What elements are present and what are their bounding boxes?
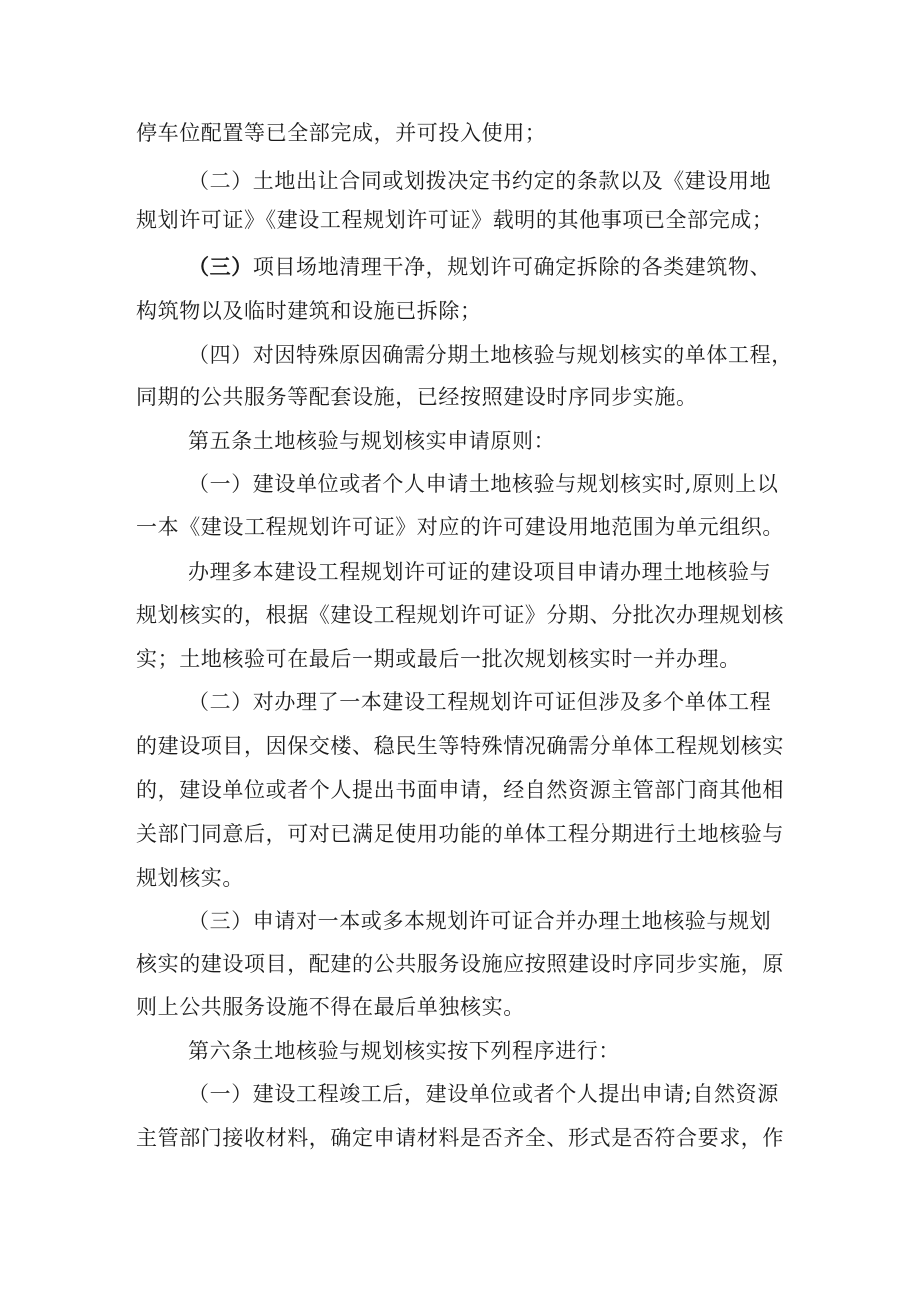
text-line: （一）建设工程竣工后，建设单位或者个人提出申请;自然资源 [188, 1082, 779, 1106]
text-line: 停车位配置等已全部完成，并可投入使用； [136, 121, 547, 145]
section-heading: 第五条土地核验与规划核实申请原则： [188, 429, 556, 453]
text-line-with-bold-marker [188, 252, 771, 282]
text-line: 的，建设单位或者个人提出书面申请，经自然资源主管部门商其他相 [136, 778, 784, 802]
text-line-rest: 项目场地清理干净，规划许可确定拆除的各类建筑物、 [252, 255, 772, 279]
text-line: 的建设项目，因保交楼、稳民生等特殊情况确需分单体工程规划核实 [136, 734, 784, 758]
text-line: 一本《建设工程规划许可证》对应的许可建设用地范围为单元组织。 [136, 515, 784, 539]
text-line: 核实的建设项目，配建的公共服务设施应按照建设时序同步实施，原 [136, 952, 784, 976]
text-line: 规划核实。 [136, 866, 244, 890]
text-line: （三）申请对一本或多本规划许可证合并办理土地核验与规划 [188, 909, 772, 933]
text-line: 则上公共服务设施不得在最后单独核实。 [136, 995, 525, 1019]
text-line: 主管部门接收材料，确定申请材料是否齐全、形式是否符合要求，作 [136, 1126, 784, 1150]
text-line: （二）对办理了一本建设工程规划许可证但涉及多个单体工程 [188, 690, 772, 714]
text-line: （一）建设单位或者个人申请土地核验与规划核实时,原则上以 [188, 472, 779, 496]
text-line: 关部门同意后，可对已满足使用功能的单体工程分期进行土地核验与 [136, 822, 784, 846]
text-line: 办理多本建设工程规划许可证的建设项目申请办理土地核验与 [188, 560, 772, 584]
text-line: 构筑物以及临时建筑和设施已拆除； [136, 299, 482, 323]
text-line: 实；土地核验可在最后一期或最后一批次规划核实时一并办理。 [136, 647, 741, 671]
text-line: 同期的公共服务等配套设施，已经按照建设时序同步实施。 [136, 385, 698, 409]
text-line: 规划核实的，根据《建设工程规划许可证》分期、分批次办理规划核 [136, 603, 784, 627]
text-line: 规划许可证》《建设工程规划许可证》载明的其他事项已全部完成； [136, 208, 774, 232]
text-line: （四）对因特殊原因确需分期土地核验与规划核实的单体工程， [188, 343, 793, 367]
section-heading: 第六条土地核验与规划核实按下列程序进行： [188, 1039, 620, 1063]
bold-section-marker: （三） [188, 254, 253, 279]
text-line: （二）土地出让合同或划拨决定书约定的条款以及《建设用地 [188, 169, 772, 193]
